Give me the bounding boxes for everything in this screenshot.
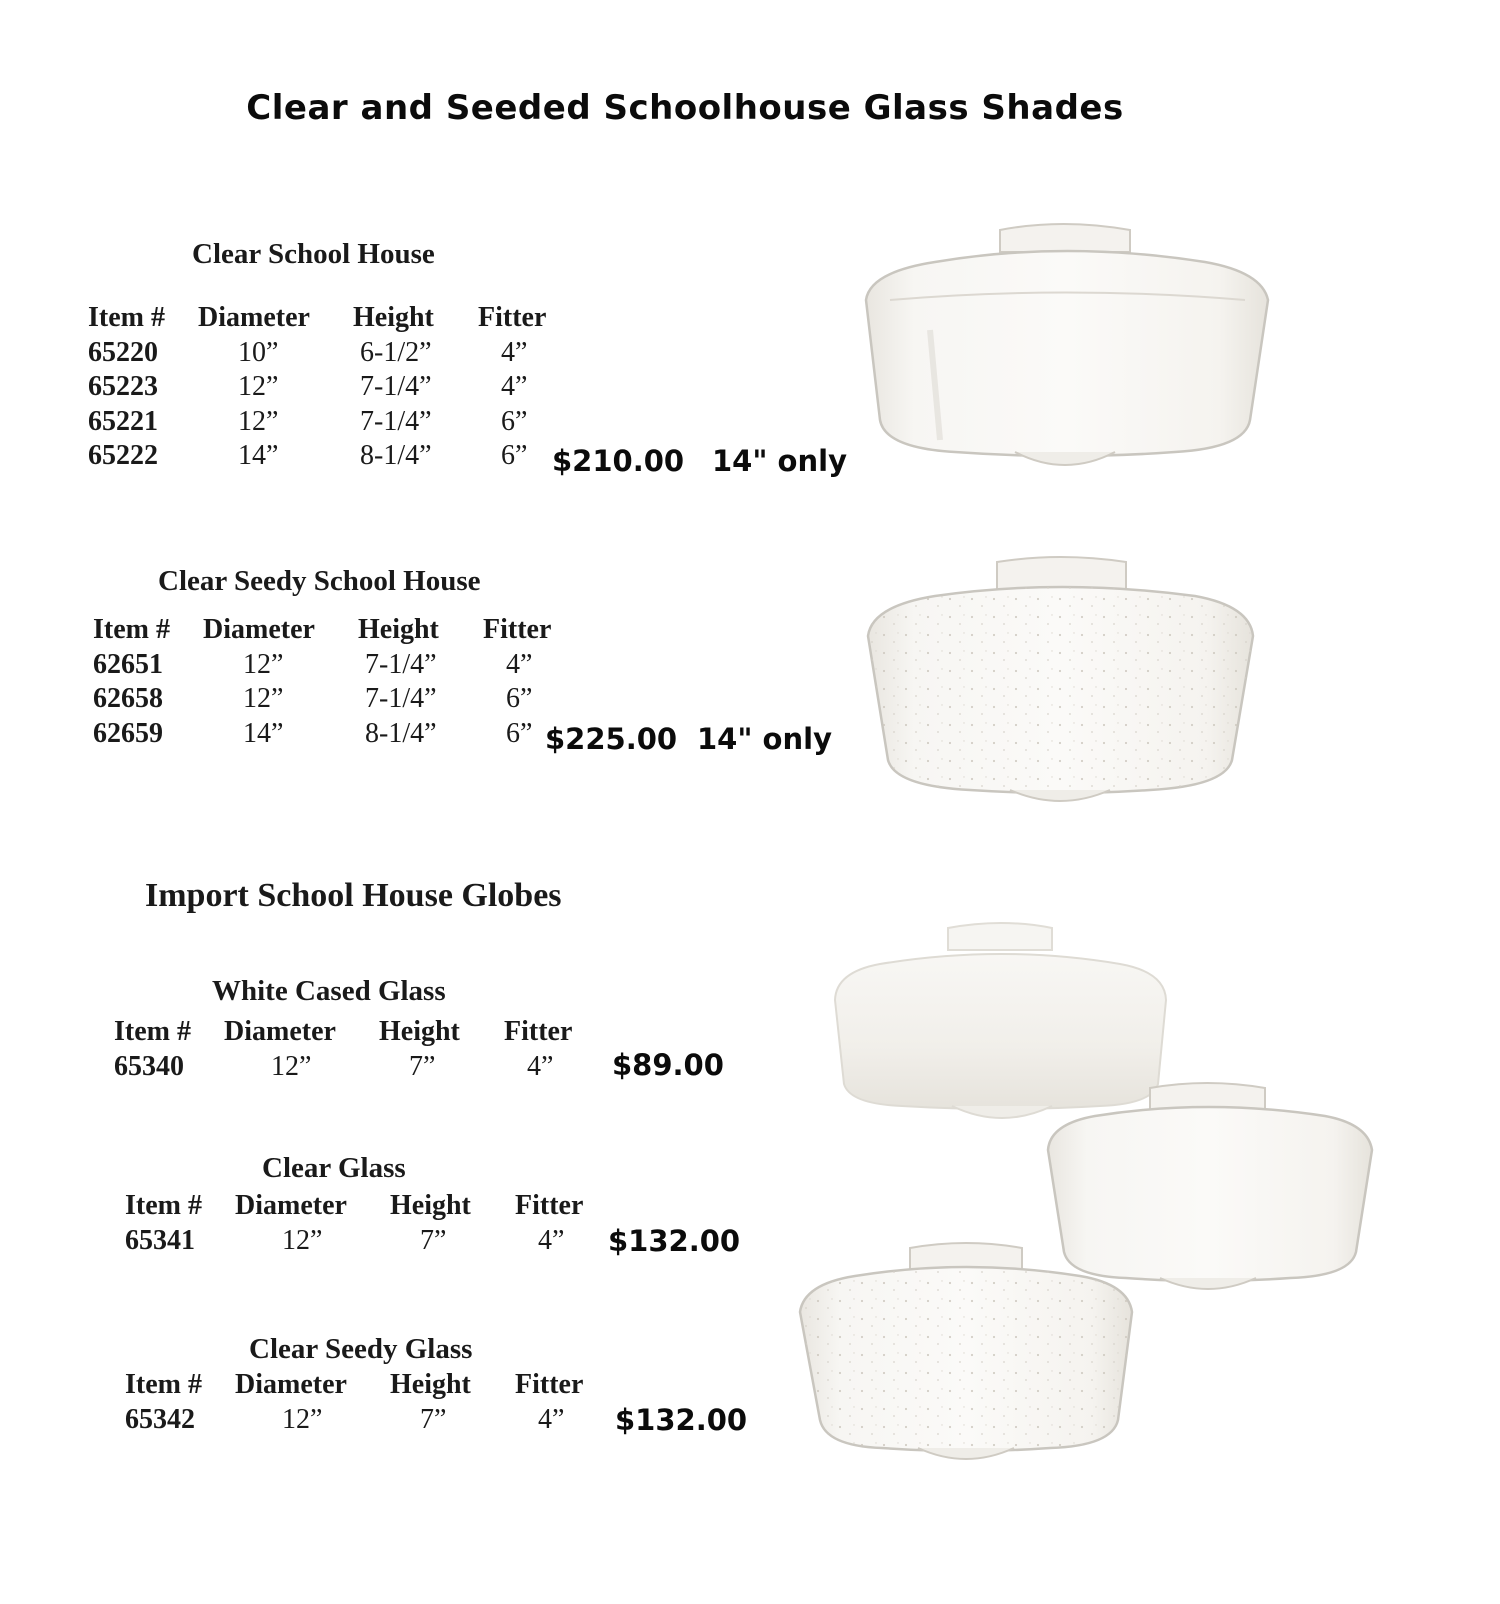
height-value: 7-1/4” (360, 371, 432, 402)
header-diameter: Diameter (235, 1369, 347, 1400)
header-diameter: Diameter (224, 1016, 336, 1047)
header-diameter: Diameter (235, 1190, 347, 1221)
seedy-price: $225.00 (545, 722, 678, 756)
header-height: Height (353, 302, 434, 333)
seedy-globe-photo (800, 1243, 1132, 1459)
seedy-price-note: 14" only (697, 722, 832, 756)
seedy-section-title: Clear Seedy School House (158, 565, 481, 597)
clear-seedy-glass-title: Clear Seedy Glass (249, 1333, 473, 1365)
clear-schoolhouse-shade-photo (866, 224, 1268, 465)
diameter-value: 12” (282, 1403, 323, 1435)
header-item: Item # (93, 614, 170, 645)
page-title: Clear and Seeded Schoolhouse Glass Shades (246, 88, 1124, 128)
height-value: 8-1/4” (360, 440, 432, 471)
white-cased-title: White Cased Glass (212, 975, 446, 1007)
fitter-value: 4” (506, 648, 533, 680)
diameter-value: 10” (238, 336, 279, 368)
header-fitter: Fitter (515, 1369, 584, 1400)
header-fitter: Fitter (483, 614, 552, 645)
fitter-value: 6” (506, 717, 533, 749)
white-cased-price: $89.00 (612, 1048, 724, 1082)
height-value: 7-1/4” (360, 405, 432, 437)
header-item: Item # (125, 1190, 202, 1221)
header-height: Height (379, 1016, 460, 1047)
header-item: Item # (125, 1369, 202, 1400)
header-fitter: Fitter (504, 1016, 573, 1047)
height-value: 7” (420, 1403, 447, 1435)
fitter-value: 4” (501, 371, 528, 402)
seedy-schoolhouse-shade-photo (868, 557, 1253, 801)
header-diameter: Diameter (203, 614, 315, 645)
diameter-value: 12” (238, 405, 279, 437)
clear-globe-photo (1048, 1083, 1372, 1289)
fitter-value: 6” (506, 683, 533, 714)
height-value: 7” (409, 1050, 436, 1082)
height-value: 6-1/2” (360, 336, 432, 368)
fitter-value: 6” (501, 405, 528, 437)
diameter-value: 14” (243, 717, 284, 749)
item-number: 65223 (88, 371, 158, 402)
clear-glass-price: $132.00 (608, 1224, 741, 1258)
white-cased-globe-photo (835, 923, 1166, 1118)
item-number: 65340 (114, 1050, 184, 1082)
header-item: Item # (114, 1016, 191, 1047)
header-item: Item # (88, 302, 165, 333)
header-height: Height (390, 1190, 471, 1221)
header-diameter: Diameter (198, 302, 310, 333)
header-fitter: Fitter (478, 302, 547, 333)
import-section-title: Import School House Globes (145, 877, 562, 914)
diameter-value: 12” (271, 1050, 312, 1082)
height-value: 7-1/4” (365, 648, 437, 680)
diameter-value: 14” (238, 440, 279, 471)
fitter-value: 4” (527, 1050, 554, 1082)
item-number: 65221 (88, 405, 158, 437)
item-number: 62651 (93, 648, 163, 680)
height-value: 7” (420, 1224, 447, 1256)
height-value: 8-1/4” (365, 717, 437, 749)
item-number: 65220 (88, 336, 158, 368)
header-fitter: Fitter (515, 1190, 584, 1221)
fitter-value: 4” (538, 1403, 565, 1435)
diameter-value: 12” (243, 648, 284, 680)
item-number: 65342 (125, 1403, 195, 1435)
fitter-value: 4” (501, 336, 528, 368)
diameter-value: 12” (243, 683, 284, 714)
item-number: 62659 (93, 717, 163, 749)
clear-price-note: 14" only (712, 444, 847, 478)
header-height: Height (358, 614, 439, 645)
header-height: Height (390, 1369, 471, 1400)
clear-glass-title: Clear Glass (262, 1152, 406, 1184)
diameter-value: 12” (238, 371, 279, 402)
fitter-value: 4” (538, 1224, 565, 1256)
fitter-value: 6” (501, 440, 528, 471)
clear-section-title: Clear School House (192, 238, 435, 270)
height-value: 7-1/4” (365, 683, 437, 714)
clear-price: $210.00 (552, 444, 685, 478)
clear-seedy-glass-price: $132.00 (615, 1403, 748, 1437)
diameter-value: 12” (282, 1224, 323, 1256)
item-number: 62658 (93, 683, 163, 714)
item-number: 65341 (125, 1224, 195, 1256)
item-number: 65222 (88, 440, 158, 471)
